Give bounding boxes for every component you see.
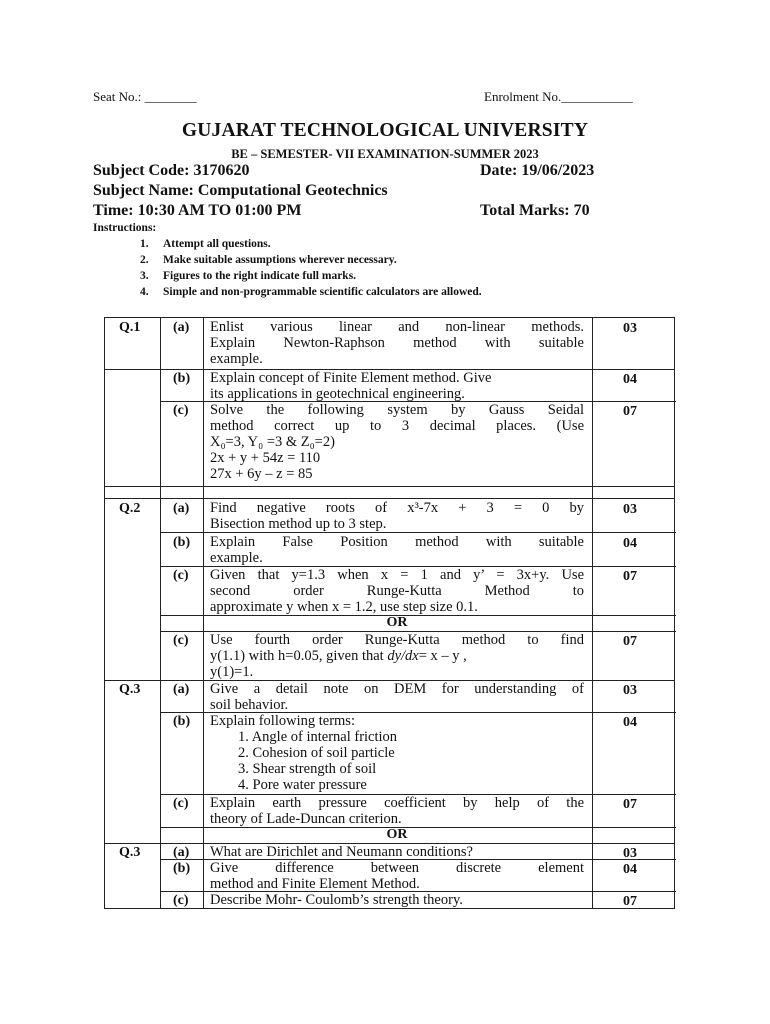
marks: 03 [623, 846, 637, 861]
question-table [104, 317, 675, 909]
sub-question-label: (a) [173, 845, 190, 860]
sub-question-label: (a) [173, 682, 190, 697]
question-text: Explain False Position method with suitable example. [210, 534, 584, 566]
marks: 07 [623, 569, 637, 584]
sub-question-label: (c) [173, 403, 189, 418]
sub-question-label: (b) [173, 371, 191, 386]
marks: 04 [623, 536, 637, 551]
row-divider [105, 498, 674, 499]
marks: 07 [623, 404, 637, 419]
column-divider [592, 318, 593, 908]
list-item: 1. Angle of internal friction [238, 729, 398, 745]
list-item: 4. Pore water pressure [238, 777, 367, 793]
sub-question-label: (c) [173, 568, 189, 583]
instruction-item: 1. Attempt all questions. [140, 238, 271, 250]
or-separator: OR [386, 615, 408, 630]
marks: 03 [623, 502, 637, 517]
instruction-item: 4. Simple and non-programmable scientific calculators are allowed. [140, 286, 482, 298]
question-text: Use fourth order Runge-Kutta method to find y(1.1) with h=0.05, given that dy/dx= x – y , y(1)=1. [210, 632, 584, 680]
marks: 03 [623, 321, 637, 336]
seat-number-field: Seat No.: ________ [93, 89, 197, 104]
exam-title: BE – SEMESTER- VII EXAMINATION-SUMMER 2023 [231, 147, 539, 161]
marks: 04 [623, 715, 637, 730]
list-item: 3. Shear strength of soil [238, 761, 377, 777]
or-separator: OR [386, 827, 408, 842]
sub-question-label: (c) [173, 893, 189, 908]
row-divider [160, 532, 676, 533]
sub-question-label: (a) [173, 501, 190, 516]
question-text: What are Dirichlet and Neumann conditions? [210, 844, 473, 860]
subject-code: Subject Code: 3170620 [93, 162, 250, 179]
sub-question-label: (c) [173, 633, 189, 648]
university-title: GUJARAT TECHNOLOGICAL UNIVERSITY [181, 120, 589, 141]
question-number: Q.2 [119, 501, 141, 516]
math-expression: dy/dx [387, 648, 419, 664]
instruction-item: 2. Make suitable assumptions wherever necessary. [140, 254, 397, 266]
column-divider [203, 318, 204, 908]
sub-question-label: (a) [173, 320, 190, 335]
question-text: Give a detail note on DEM for understanding of soil behavior. [210, 681, 584, 713]
marks: 07 [623, 634, 637, 649]
question-number: Q.3 [119, 682, 141, 697]
question-text: Describe Mohr- Coulomb’s strength theory. [210, 892, 463, 908]
exam-time: Time: 10:30 AM TO 01:00 PM [93, 202, 302, 219]
sub-question-label: (c) [173, 796, 189, 811]
marks: 07 [623, 797, 637, 812]
question-text: Find negative roots of x³-7x + 3 = 0 by Bisection method up to 3 step. [210, 500, 584, 532]
question-text: Enlist various linear and non-linear methods. Explain Newton-Raphson method with suitable example. [210, 319, 584, 367]
sub-question-label: (b) [173, 535, 191, 550]
column-divider [160, 318, 161, 908]
instruction-item: 3. Figures to the right indicate full marks. [140, 270, 357, 282]
marks: 04 [623, 372, 637, 387]
total-marks: Total Marks: 70 [480, 202, 590, 219]
sub-question-label: (b) [173, 714, 191, 729]
enrolment-number-field: Enrolment No.___________ [484, 89, 633, 104]
question-text: Explain following terms: 1. Angle of internal friction 2. Cohesion of soil particle 3. Shear strength of soil 4. Pore water pressure [210, 713, 584, 793]
question-number: Q.3 [119, 845, 141, 860]
question-text: Given that y=1.3 when x = 1 and y’ = 3x+y. Use second order Runge-Kutta Method to approximate y when x = 1.2, use step size 0.1. [210, 567, 584, 615]
marks: 04 [623, 862, 637, 877]
question-number: Q.1 [119, 320, 141, 335]
question-text: Give difference between discrete element method and Finite Element Method. [210, 860, 584, 892]
question-text: Explain concept of Finite Element method. Give its applications in geotechnical engineering. [210, 370, 492, 402]
subject-name: Subject Name: Computational Geotechnics [93, 182, 388, 199]
sub-question-label: (b) [173, 861, 191, 876]
question-text: Solve the following system by Gauss Seidal method correct up to 3 decimal places. (Use X₀=3, Y₀ =3 & Z₀=2) 2x + y + 54z = 110 27x + 6y – z = 85 [210, 402, 584, 482]
marks: 07 [623, 894, 637, 909]
list-item: 2. Cohesion of soil particle [238, 745, 395, 761]
row-divider [105, 486, 674, 487]
instructions-list [140, 236, 482, 300]
question-text: Explain earth pressure coefficient by help of the theory of Lade-Duncan criterion. [210, 795, 584, 827]
instructions-heading: Instructions: [93, 222, 157, 234]
marks: 03 [623, 683, 637, 698]
exam-date: Date: 19/06/2023 [480, 162, 595, 179]
